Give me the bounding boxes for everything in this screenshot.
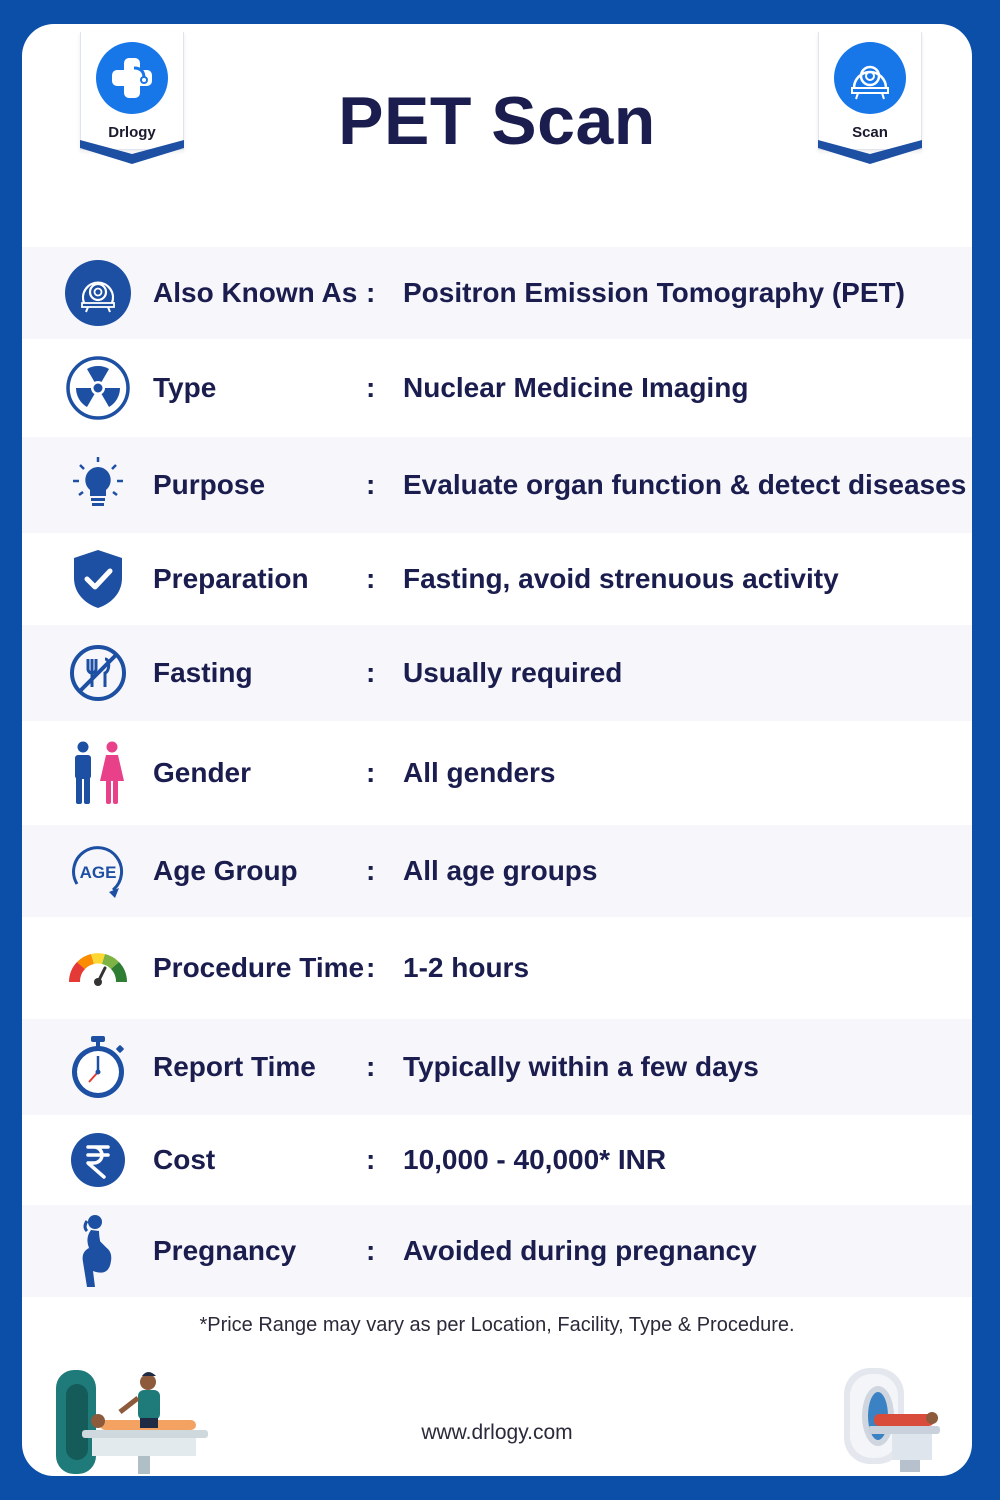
- row-value: Usually required: [403, 657, 623, 688]
- lightbulb-icon: [62, 449, 134, 521]
- drlogy-badge-label: Drlogy: [108, 124, 156, 141]
- row-label: Type: [153, 372, 217, 403]
- row-label: Preparation: [153, 563, 309, 594]
- row-value: Evaluate organ function & detect diseases: [403, 469, 967, 500]
- stopwatch-icon: [62, 1031, 134, 1103]
- row-value: All age groups: [403, 855, 598, 886]
- row-label: Gender: [153, 757, 252, 788]
- row-value: Fasting, avoid strenuous activity: [403, 563, 839, 594]
- scan-badge: [818, 32, 922, 164]
- row-also-known-as: [22, 247, 972, 339]
- gender-icon: [62, 737, 134, 809]
- row-label: Report Time: [153, 1051, 316, 1082]
- row-age-group: [22, 825, 972, 917]
- scanner-icon: [62, 257, 134, 329]
- row-value: Nuclear Medicine Imaging: [403, 372, 749, 403]
- no-food-icon: [62, 637, 134, 709]
- row-fasting: [22, 625, 972, 721]
- row-label: Age Group: [153, 855, 298, 886]
- shield-check-icon: [62, 543, 134, 615]
- row-value: Positron Emission Tomography (PET): [403, 277, 905, 308]
- row-label: Procedure Time: [153, 952, 365, 983]
- scanner-patient-illustration: [52, 1364, 212, 1476]
- row-value: Typically within a few days: [403, 1051, 759, 1082]
- row-label: Fasting: [153, 657, 253, 688]
- row-colon: :: [366, 372, 376, 403]
- row-colon: :: [366, 469, 376, 500]
- row-colon: :: [366, 1235, 376, 1266]
- page-title: PET Scan: [338, 83, 656, 159]
- rupee-icon: [62, 1124, 134, 1196]
- pet-scanner-illustration: [834, 1364, 944, 1476]
- row-preparation: [22, 533, 972, 625]
- row-label: Also Known As: [153, 277, 358, 308]
- row-colon: :: [366, 757, 376, 788]
- row-value: 1-2 hours: [403, 952, 530, 983]
- row-gender: [22, 721, 972, 825]
- age-icon: [62, 835, 134, 907]
- row-colon: :: [366, 1051, 376, 1082]
- gauge-icon: [62, 932, 134, 1004]
- row-colon: :: [366, 952, 376, 983]
- row-label: Purpose: [153, 469, 266, 500]
- infographic-card: [22, 24, 972, 1476]
- row-value: 10,000 - 40,000* INR: [403, 1144, 667, 1175]
- row-label: Cost: [153, 1144, 216, 1175]
- website-link[interactable]: www.drlogy.com: [421, 1421, 573, 1444]
- row-purpose: [22, 437, 972, 533]
- row-type: [22, 339, 972, 437]
- radiation-icon: [62, 352, 134, 424]
- info-table: [22, 247, 972, 1297]
- scan-badge-label: Scan: [852, 124, 888, 141]
- row-label: Pregnancy: [153, 1235, 297, 1266]
- pregnant-icon: [62, 1215, 134, 1287]
- svg-text:AGE: AGE: [79, 863, 117, 882]
- row-value: All genders: [403, 757, 556, 788]
- scanner-badge-icon: [834, 42, 906, 114]
- row-colon: :: [366, 855, 376, 886]
- row-colon: :: [366, 657, 376, 688]
- row-cost: [22, 1115, 972, 1205]
- row-colon: :: [366, 1144, 376, 1175]
- row-colon: :: [366, 277, 376, 308]
- row-colon: :: [366, 563, 376, 594]
- price-footnote: *Price Range may vary as per Location, Facility, Type & Procedure.: [199, 1314, 795, 1336]
- row-value: Avoided during pregnancy: [403, 1235, 757, 1266]
- row-procedure-time: [22, 917, 972, 1019]
- row-report-time: [22, 1019, 972, 1115]
- row-pregnancy: [22, 1205, 972, 1297]
